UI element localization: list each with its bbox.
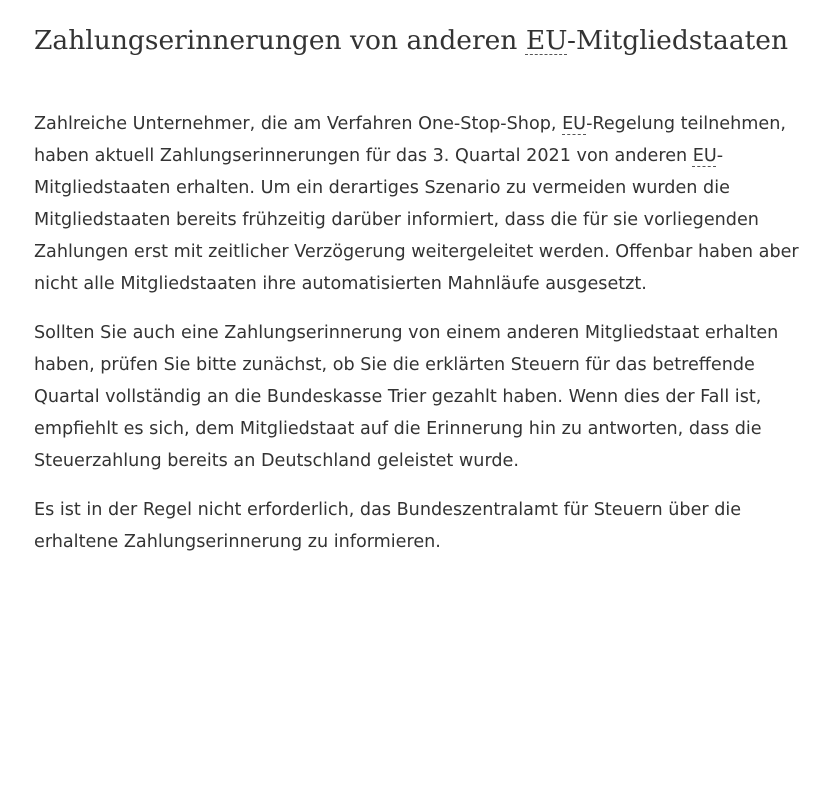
paragraph-text: Zahlreiche Unternehmer, die am Verfahren One-Stop-Shop, [34,114,563,134]
article-body [34,108,804,558]
title-text-start: Zahlungserinnerungen von anderen [34,25,526,56]
paragraph-text: -Regelung teilnehmen, haben aktuell Zahlungserinnerungen für das 3. Quartal 2021 von anderen [34,114,786,166]
title-text-end: -Mitgliedstaaten [567,25,789,56]
paragraph-1 [34,108,804,300]
paragraph-3 [34,494,804,558]
paragraph-text: Sollten Sie auch eine Zahlungserinnerung von einem anderen Mitgliedstaat erhalten haben, prüfen Sie bitte zunächst, ob Sie die erklärten Steuern für das betreffende Quartal vollständig an die Bundeskasse Trier gezahlt haben. Wenn dies der Fall ist, empfiehlt es sich, dem Mitgliedstaat auf die Erinnerung hin zu antworten, dass die Steuerzahlung bereits an Deutschland geleistet wurde. [34,323,779,471]
title-abbr-eu[interactable]: EU [525,25,568,56]
paragraph-text: Es ist in der Regel nicht erforderlich, das Bundeszentralamt für Steuern über die erhaltene Zahlungserinnerung zu informieren. [34,500,742,552]
abbr-eu[interactable]: EU [562,114,587,134]
page-title [34,22,804,60]
paragraph-2 [34,317,804,477]
article [34,22,804,575]
paragraph-text: -Mitgliedstaaten erhalten. Um ein derartiges Szenario zu vermeiden wurden die Mitgliedstaaten bereits frühzeitig darüber informiert, dass die für sie vorliegenden Zahlungen erst mit zeitlicher Verzögerung weitergeleitet werden. Offenbar haben aber nicht alle Mitgliedstaaten ihre automatisierten Mahnläufe ausgesetzt. [34,146,799,294]
abbr-eu[interactable]: EU [692,146,717,166]
